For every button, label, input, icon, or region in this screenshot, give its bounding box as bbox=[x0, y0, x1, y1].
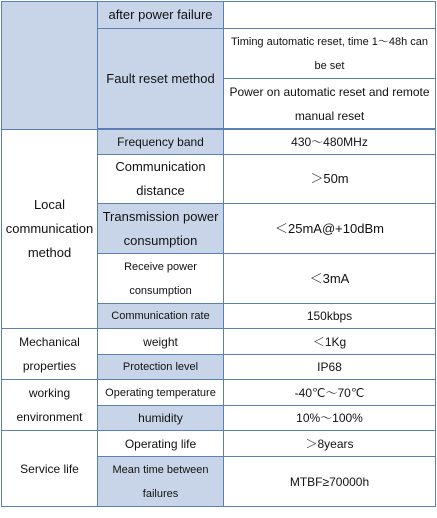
value-cell: IP68 bbox=[224, 355, 436, 380]
param-cell: Protection level bbox=[98, 355, 224, 380]
param-cell: Transmission power consumption bbox=[98, 204, 224, 254]
param-cell: Operating life bbox=[98, 431, 224, 457]
value-cell: 150kbps bbox=[224, 304, 436, 329]
table-row bbox=[2, 380, 436, 406]
param-cell: Frequency band bbox=[98, 130, 224, 155]
value-cell bbox=[224, 2, 436, 29]
value-cell: MTBF≥70000h bbox=[224, 457, 436, 507]
param-cell: humidity bbox=[98, 406, 224, 431]
table-row bbox=[2, 431, 436, 457]
param-cell: Receive power consumption bbox=[98, 254, 224, 304]
param-cell: Communication rate bbox=[98, 304, 224, 329]
param-cell: Operating temperature bbox=[98, 380, 224, 406]
category-cell-empty bbox=[2, 2, 98, 130]
value-cell: ＜1Kg bbox=[224, 329, 436, 355]
value-cell: ＜25mA@+10dBm bbox=[224, 204, 436, 254]
table-row bbox=[2, 2, 436, 29]
param-cell: Fault reset method bbox=[98, 29, 224, 129]
value-cell: 10%～100% bbox=[224, 406, 436, 431]
value-cell: ＞8years bbox=[224, 431, 436, 457]
category-cell: Service life bbox=[2, 431, 98, 507]
spec-table bbox=[1, 1, 436, 507]
value-cell: Power on automatic reset and remote manual reset bbox=[224, 79, 436, 129]
category-cell: working environment bbox=[2, 380, 98, 431]
param-cell: Mean time between failures bbox=[98, 457, 224, 507]
category-cell: Mechanical properties bbox=[2, 329, 98, 380]
table-row bbox=[2, 130, 436, 155]
value-cell: Timing automatic reset, time 1～48h can be set bbox=[224, 29, 436, 79]
param-cell: Communication distance bbox=[98, 155, 224, 204]
value-cell: ＞50m bbox=[224, 155, 436, 204]
table-row bbox=[2, 329, 436, 355]
param-cell: after power failure bbox=[98, 2, 224, 29]
value-cell: 430～480MHz bbox=[224, 130, 436, 155]
param-cell: weight bbox=[98, 329, 224, 355]
value-cell: ＜3mA bbox=[224, 254, 436, 304]
value-cell: -40℃～70℃ bbox=[224, 380, 436, 406]
category-cell: Local communication method bbox=[2, 130, 98, 329]
